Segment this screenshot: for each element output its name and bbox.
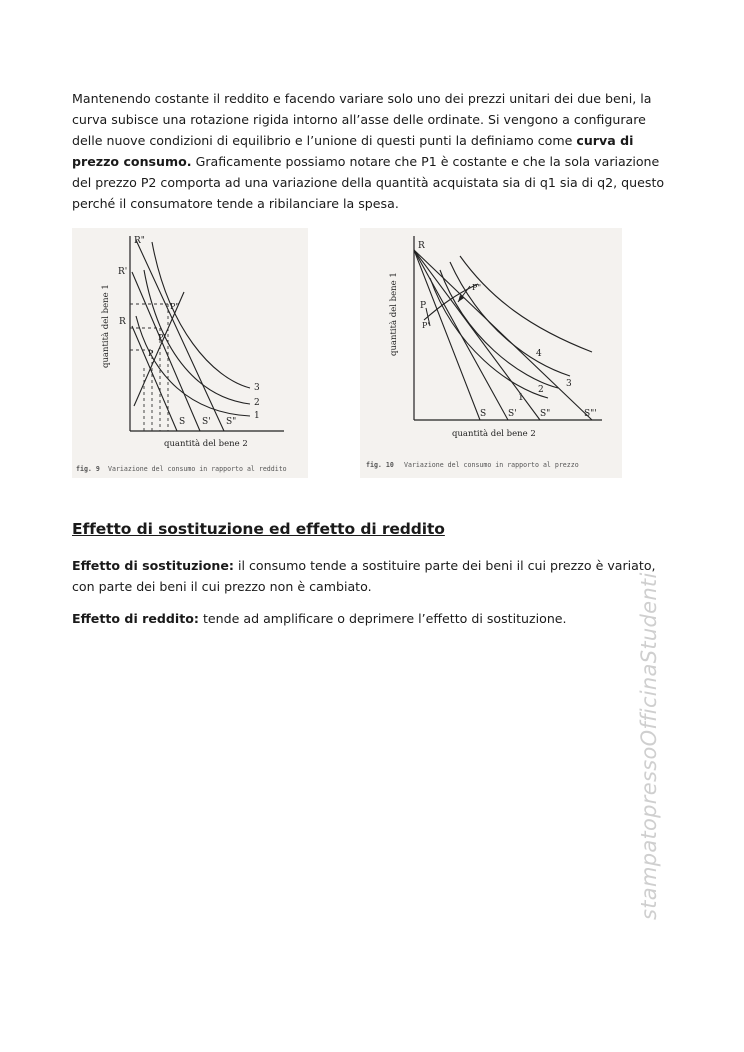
figure-9-caption: Variazione del consumo in rapporto al reddito — [108, 465, 287, 473]
y-axis-label: quantità del bene 1 — [101, 284, 111, 368]
indifference-curve-1 — [136, 316, 250, 416]
substitution-effect-label: Effetto di sostituzione: — [72, 558, 234, 573]
point-label-s: S — [179, 417, 186, 427]
point-label-p1: P' — [422, 321, 430, 330]
curve-label-3: 3 — [566, 379, 572, 389]
point-label-s1: S' — [202, 417, 211, 427]
point-label-s2: S" — [540, 409, 551, 419]
intro-paragraph: Mantenendo costante il reddito e facendo variare solo uno dei prezzi unitari dei due beni, la curva subisce una rotazione rigida intorno all’asse delle ordinate. Si vengono a configurare delle nuove condizioni di equilibrio e l’unione di questi punti la definiamo come curva di prezzo consumo. Graficamente possiamo notare che P1 è costante e che la sola variazione del prezzo P2 comporta ad una variazione della quantità acquistata sia di q1 sia di q2, questo perché il consumatore tende a ribilanciare la spesa. — [72, 91, 665, 211]
point-label-r: R — [119, 317, 126, 327]
curve-label-2: 2 — [254, 398, 260, 408]
curve-label-4: 4 — [536, 349, 542, 359]
curve-label-1: 1 — [518, 393, 524, 403]
point-label-s1: S' — [508, 409, 517, 419]
section-title: Effetto di sostituzione ed effetto di reddito — [72, 520, 445, 538]
curve-label-2: 2 — [538, 385, 544, 395]
income-effect-paragraph: Effetto di reddito: tende ad amplificare o deprimere l’effetto di sostituzione. — [72, 611, 567, 626]
budget-lines — [414, 250, 592, 420]
indifference-curve-3 — [450, 262, 570, 376]
watermark: stampatopressoOfficinaStudenti — [637, 572, 661, 920]
figure-9 — [72, 228, 308, 478]
point-label-p2: P" — [472, 283, 482, 292]
figure-9-graph — [72, 228, 308, 478]
point-label-r: R — [418, 241, 425, 251]
term-curva-prezzo-consumo: curva di prezzo consumo. — [72, 133, 634, 169]
x-axis-label: quantità del bene 2 — [452, 429, 536, 439]
point-label-p: P — [148, 349, 154, 358]
point-label-r2: R" — [134, 236, 145, 246]
projection-lines — [130, 304, 168, 431]
income-effect-label: Effetto di reddito: — [72, 611, 199, 626]
budget-line-r-s — [132, 326, 177, 431]
x-axis-label: quantità del bene 2 — [164, 439, 248, 449]
point-label-s: S — [480, 409, 487, 419]
y-axis-label: quantità del bene 1 — [389, 272, 399, 356]
price-consumption-curve — [424, 284, 478, 320]
arrow-head-p2 — [458, 295, 464, 302]
point-label-p2: P" — [170, 302, 180, 311]
point-label-p: P — [420, 301, 427, 311]
budget-line-r2-s2 — [136, 240, 224, 431]
substitution-effect-paragraph: Effetto di sostituzione: il consumo tende a sostituire parte dei beni il cui prezzo è variato, con parte dei beni il cui prezzo non è cambiato. — [72, 558, 656, 594]
budget-line-r1-s1 — [132, 272, 200, 431]
figure-10-graph — [360, 228, 622, 478]
indifference-curve-4 — [460, 256, 592, 352]
curve-label-3: 3 — [254, 383, 260, 393]
figure-10-number: fig. 10 — [366, 461, 394, 469]
figure-10 — [360, 228, 622, 478]
indifference-curve-3 — [152, 242, 250, 388]
point-label-r1: R' — [118, 267, 128, 277]
point-label-s3: S"' — [584, 409, 597, 419]
figure-9-number: fig. 9 — [76, 465, 100, 473]
curve-label-1: 1 — [254, 411, 260, 421]
point-label-p1: P' — [158, 333, 166, 342]
figure-10-caption: Variazione del consumo in rapporto al prezzo — [404, 461, 579, 469]
point-label-s2: S" — [226, 417, 237, 427]
